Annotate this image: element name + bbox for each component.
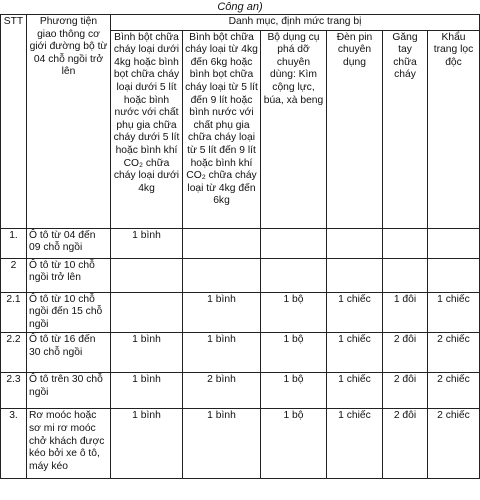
equipment-table [0, 14, 480, 479]
header-col-5: Găng tay chữa cháy [383, 30, 428, 228]
cell-value [183, 258, 261, 292]
cell-value [428, 228, 480, 258]
cell-value: 2 chiếc [428, 409, 480, 479]
cell-value: 1 bình [183, 333, 261, 373]
cell-value [327, 228, 383, 258]
table-row [1, 409, 480, 479]
cell-value: 1 bình [111, 333, 183, 373]
header-col-6: Khẩu trang lọc độc [428, 30, 480, 228]
header-row-1 [1, 15, 480, 31]
cell-value: 1 chiếc [327, 333, 383, 373]
cell-value: 2 đôi [383, 409, 428, 479]
cell-value: 2 chiếc [428, 373, 480, 409]
cell-value [261, 258, 327, 292]
cell-value: 1 đôi [383, 292, 428, 333]
cell-value: 1 bộ [261, 373, 327, 409]
table-row [1, 333, 480, 373]
table-row [1, 228, 480, 258]
cell-value: 1 chiếc [327, 373, 383, 409]
header-col-4: Đèn pin chuyên dụng [327, 30, 383, 228]
cell-value: 1 bình [111, 228, 183, 258]
cell-value: 1 bình [183, 409, 261, 479]
cell-value: 1 chiếc [428, 292, 480, 333]
cell-value: 1 bình [111, 409, 183, 479]
row-stt: 2.1 [1, 292, 27, 333]
cell-value [261, 228, 327, 258]
cell-value: 1 bình [183, 292, 261, 333]
row-stt: 3. [1, 409, 27, 479]
cell-value: 1 bộ [261, 292, 327, 333]
table-caption: Công an) [217, 1, 263, 13]
table-row [1, 373, 480, 409]
cell-value: 1 chiếc [327, 409, 383, 479]
header-col-2: Bình bột chữa cháy loại từ 4kg đến 6kg hoặc bình bọt chữa cháy loại từ 5 lít đến 9 lít hoặc bình nước với chất phụ gia chữa cháy loại từ 5 lít đến 9 lít hoặc bình khí CO₂ chữa cháy loại từ 4kg đến 6kg [183, 30, 261, 228]
cell-value: 2 đôi [383, 373, 428, 409]
cell-value: 2 đôi [383, 333, 428, 373]
cell-value: 1 bình [111, 373, 183, 409]
row-stt: 1. [1, 228, 27, 258]
table-row [1, 258, 480, 292]
header-stt: STT [1, 15, 27, 229]
row-stt: 2 [1, 258, 27, 292]
row-vehicle: Ô tô từ 10 chỗ ngồi đến 15 chỗ ngồi [27, 292, 111, 333]
cell-value: 1 bộ [261, 409, 327, 479]
row-stt: 2.3 [1, 373, 27, 409]
cell-value [428, 258, 480, 292]
row-vehicle: Ô tô từ 04 đến 09 chỗ ngồi [27, 228, 111, 258]
row-stt: 2.2 [1, 333, 27, 373]
header-col-1: Bình bột chữa cháy loại dưới 4kg hoặc bình bọt chữa cháy loại dưới 5 lít hoặc bình nước với chất phụ gia chữa cháy dưới 5 lít hoặc bình khí CO₂ chữa cháy loại dưới 4kg [111, 30, 183, 228]
header-col-3: Bộ dụng cụ phá dỡ chuyên dùng: Kìm cộng lực, búa, xà beng [261, 30, 327, 228]
cell-value [327, 258, 383, 292]
header-group: Danh mục, định mức trang bị [111, 15, 480, 31]
row-vehicle: Rơ moóc hoặc sơ mi rơ moóc chở khách được kéo bởi xe ô tô, máy kéo [27, 409, 111, 479]
cell-value [383, 258, 428, 292]
cell-value [183, 228, 261, 258]
cell-value: 2 bình [183, 373, 261, 409]
cell-value [111, 258, 183, 292]
row-vehicle: Ô tô từ 10 chỗ ngồi trở lên [27, 258, 111, 292]
cell-value: 2 chiếc [428, 333, 480, 373]
row-vehicle: Ô tô từ 16 đến 30 chỗ ngồi [27, 333, 111, 373]
table-row [1, 292, 480, 333]
cell-value: 1 chiếc [327, 292, 383, 333]
cell-value [383, 228, 428, 258]
cell-value [111, 292, 183, 333]
row-vehicle: Ô tô trên 30 chỗ ngồi [27, 373, 111, 409]
header-vehicle: Phương tiện giao thông cơ giới đường bộ từ 04 chỗ ngồi trở lên [27, 15, 111, 229]
cell-value: 1 bộ [261, 333, 327, 373]
